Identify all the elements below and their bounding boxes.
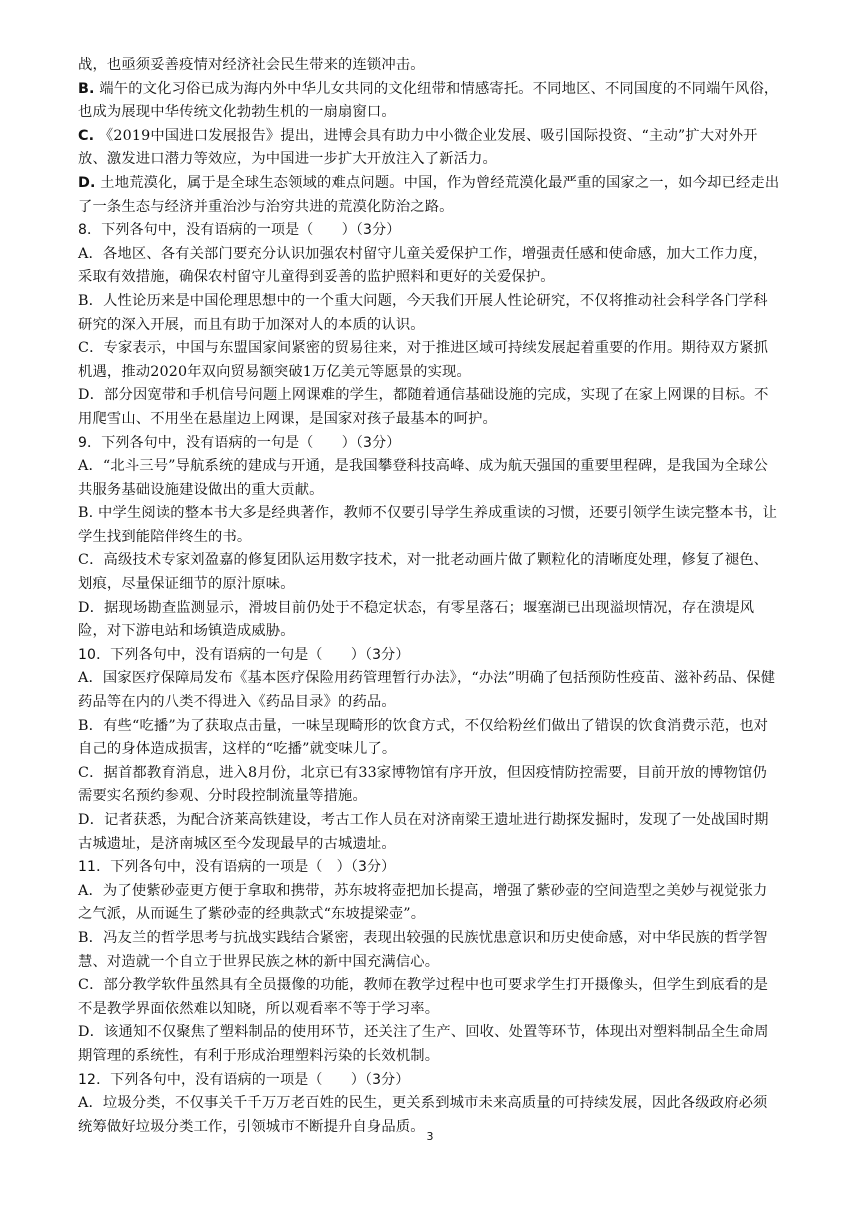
paragraph bbox=[78, 1021, 780, 1068]
paragraph bbox=[78, 455, 780, 502]
paragraph-text: D．据现场勘查监测显示，滑坡目前仍处于不稳定状态，有零星落石；堰塞湖已出现溢坝情况，存在溃堤风险，对下游电站和场镇造成威胁。 bbox=[78, 599, 755, 640]
document-body bbox=[78, 54, 780, 1139]
paragraph-text: 《2019中国进口发展报告》提出，进博会具有助力中小微企业发展、吸引国际投资、“主动”扩大对外开放、激发进口潜力等效应，为中国进一步扩大开放注入了新活力。 bbox=[78, 127, 758, 168]
paragraph-text: A．各地区、各有关部门要充分认识加强农村留守儿童关爱保护工作，增强责任感和使命感，加大工作力度，采取有效措施，确保农村留守儿童得到妥善的监护照料和更好的关爱保护。 bbox=[78, 245, 768, 286]
paragraph bbox=[78, 78, 780, 125]
paragraph-text: B．人性论历来是中国伦理思想中的一个重大问题，今天我们开展人性论研究，不仅将推动社会科学各门学科研究的深入开展，而且有助于加深对人的本质的认识。 bbox=[78, 292, 768, 333]
paragraph-text: 9．下列各句中，没有语病的一句是（ ）（3分） bbox=[78, 434, 401, 451]
paragraph bbox=[78, 809, 780, 856]
question-stem bbox=[78, 856, 780, 880]
paragraph-text: B．有些“吃播”为了获取点击量，一味呈现畸形的饮食方式，不仅给粉丝们做出了错误的饮食消费示范，也对自己的身体造成损害，这样的“吃播”就变味儿了。 bbox=[78, 717, 769, 758]
question-stem bbox=[78, 432, 780, 456]
paragraph bbox=[78, 243, 780, 290]
paragraph bbox=[78, 502, 780, 549]
paragraph bbox=[78, 384, 780, 431]
paragraph-text: 土地荒漠化，属于是全球生态领域的难点问题。中国，作为曾经荒漠化最严重的国家之一，如今却已经走出了一条生态与经济并重治沙与治穷共进的荒漠化防治之路。 bbox=[78, 174, 780, 215]
paragraph-text: A．国家医疗保障局发布《基本医疗保险用药管理暂行办法》，“办法”明确了包括预防性疫苗、滋补药品、保健药品等在内的八类不得进入《药品目录》的药品。 bbox=[78, 670, 776, 711]
paragraph-text: A．为了使紫砂壶更方便于拿取和携带，苏东坡将壶把加长提高，增强了紫砂壶的空间造型之美妙与视觉张力之气派，从而诞生了紫砂壶的经典款式“东坡提梁壶”。 bbox=[78, 882, 768, 923]
question-stem bbox=[78, 219, 780, 243]
paragraph bbox=[78, 880, 780, 927]
paragraph-text: 12．下列各句中，没有语病的一项是（ ）（3分） bbox=[78, 1071, 410, 1088]
paragraph-text: 8．下列各句中，没有语病的一项是（ ）（3分） bbox=[78, 222, 401, 239]
paragraph-text: A．“北斗三号”导航系统的建成与开通，是我国攀登科技高峰、成为航天强国的重要里程碑，是我国为全球公共服务基础设施建设做出的重大贡献。 bbox=[78, 458, 768, 498]
paragraph bbox=[78, 290, 780, 337]
option-label: C. bbox=[78, 127, 95, 144]
paragraph-text: D．部分因宽带和手机信号问题上网课难的学生，都随着通信基础设施的完成，实现了在家上网课的目标。不用爬雪山、不用坐在悬崖边上网课，是国家对孩子最基本的呵护。 bbox=[78, 387, 769, 427]
option-label: D. bbox=[78, 174, 96, 191]
paragraph-text: C．高级技术专家刘盈嘉的修复团队运用数字技术，对一批老动画片做了颗粒化的清晰度处理，修复了褪色、划痕，尽量保证细节的原汁原味。 bbox=[78, 552, 769, 593]
paragraph-text: C．部分教学软件虽然具有全员摄像的功能，教师在教学过程中也可要求学生打开摄像头，但学生到底看的是不是教学界面依然难以知晓，所以观看率不等于学习率。 bbox=[78, 977, 769, 1017]
paragraph-text: B. 中学生阅读的整本书大多是经典著作，教师不仅要引导学生养成重读的习惯，还要引领学生读完整本书，让学生找到能陪伴终生的书。 bbox=[78, 505, 778, 545]
paragraph-text: C．据首都教育消息，进入8月份，北京已有33家博物馆有序开放，但因疫情防控需要，目前开放的博物馆仍需要实名预约参观、分时段控制流量等措施。 bbox=[78, 764, 767, 805]
paragraph bbox=[78, 762, 780, 809]
paragraph bbox=[78, 172, 780, 219]
paragraph-text: B．冯友兰的哲学思考与抗战实践结合紧密，表现出较强的民族忧患意识和历史使命感，对中华民族的哲学智慧、对造就一个自立于世界民族之林的新中国充满信心。 bbox=[78, 929, 768, 970]
page-number: 3 bbox=[426, 1130, 434, 1143]
paragraph bbox=[78, 667, 780, 714]
paragraph bbox=[78, 715, 780, 762]
option-label: B. bbox=[78, 80, 95, 97]
paragraph-text: 10．下列各句中，没有语病的一句是（ ）（3分） bbox=[78, 646, 410, 663]
paragraph-text: A．垃圾分类，不仅事关千千万万老百姓的民生，更关系到城市未来高质量的可持续发展，因此各级政府必须统筹做好垃圾分类工作，引领城市不断提升自身品质。 bbox=[78, 1095, 768, 1135]
question-stem bbox=[78, 1069, 780, 1093]
paragraph-text: 11．下列各句中，没有语病的一项是（ ）（3分） bbox=[78, 859, 396, 876]
paragraph bbox=[78, 927, 780, 974]
paragraph bbox=[78, 974, 780, 1021]
paragraph-text: 战，也亟须妥善疫情对经济社会民生带来的连锁冲击。 bbox=[78, 57, 425, 73]
paragraph-text: D．该通知不仅聚焦了塑料制品的使用环节，还关注了生产、回收、处置等环节，体现出对塑料制品全生命周期管理的系统性，有利于形成治理塑料污染的长效机制。 bbox=[78, 1024, 769, 1064]
paragraph bbox=[78, 125, 780, 172]
paragraph-text: 端午的文化习俗已成为海内外中华儿女共同的文化纽带和情感寄托。不同地区、不同国度的不同端午风俗，也成为展现中华传统文化勃勃生机的一扇扇窗口。 bbox=[78, 80, 779, 121]
paragraph bbox=[78, 54, 780, 78]
paragraph bbox=[78, 337, 780, 384]
paragraph bbox=[78, 597, 780, 644]
question-stem bbox=[78, 644, 780, 668]
paragraph-text: D．记者获悉，为配合济莱高铁建设，考古工作人员在对济南梁王遗址进行勘探发掘时，发现了一处战国时期古城遗址，是济南城区至今发现最早的古城遗址。 bbox=[78, 812, 769, 852]
paragraph-text: C．专家表示，中国与东盟国家间紧密的贸易往来，对于推进区域可持续发展起着重要的作用。期待双方紧抓机遇，推动2020年双向贸易额突破1万亿美元等愿景的实现。 bbox=[78, 340, 769, 380]
paragraph bbox=[78, 549, 780, 596]
